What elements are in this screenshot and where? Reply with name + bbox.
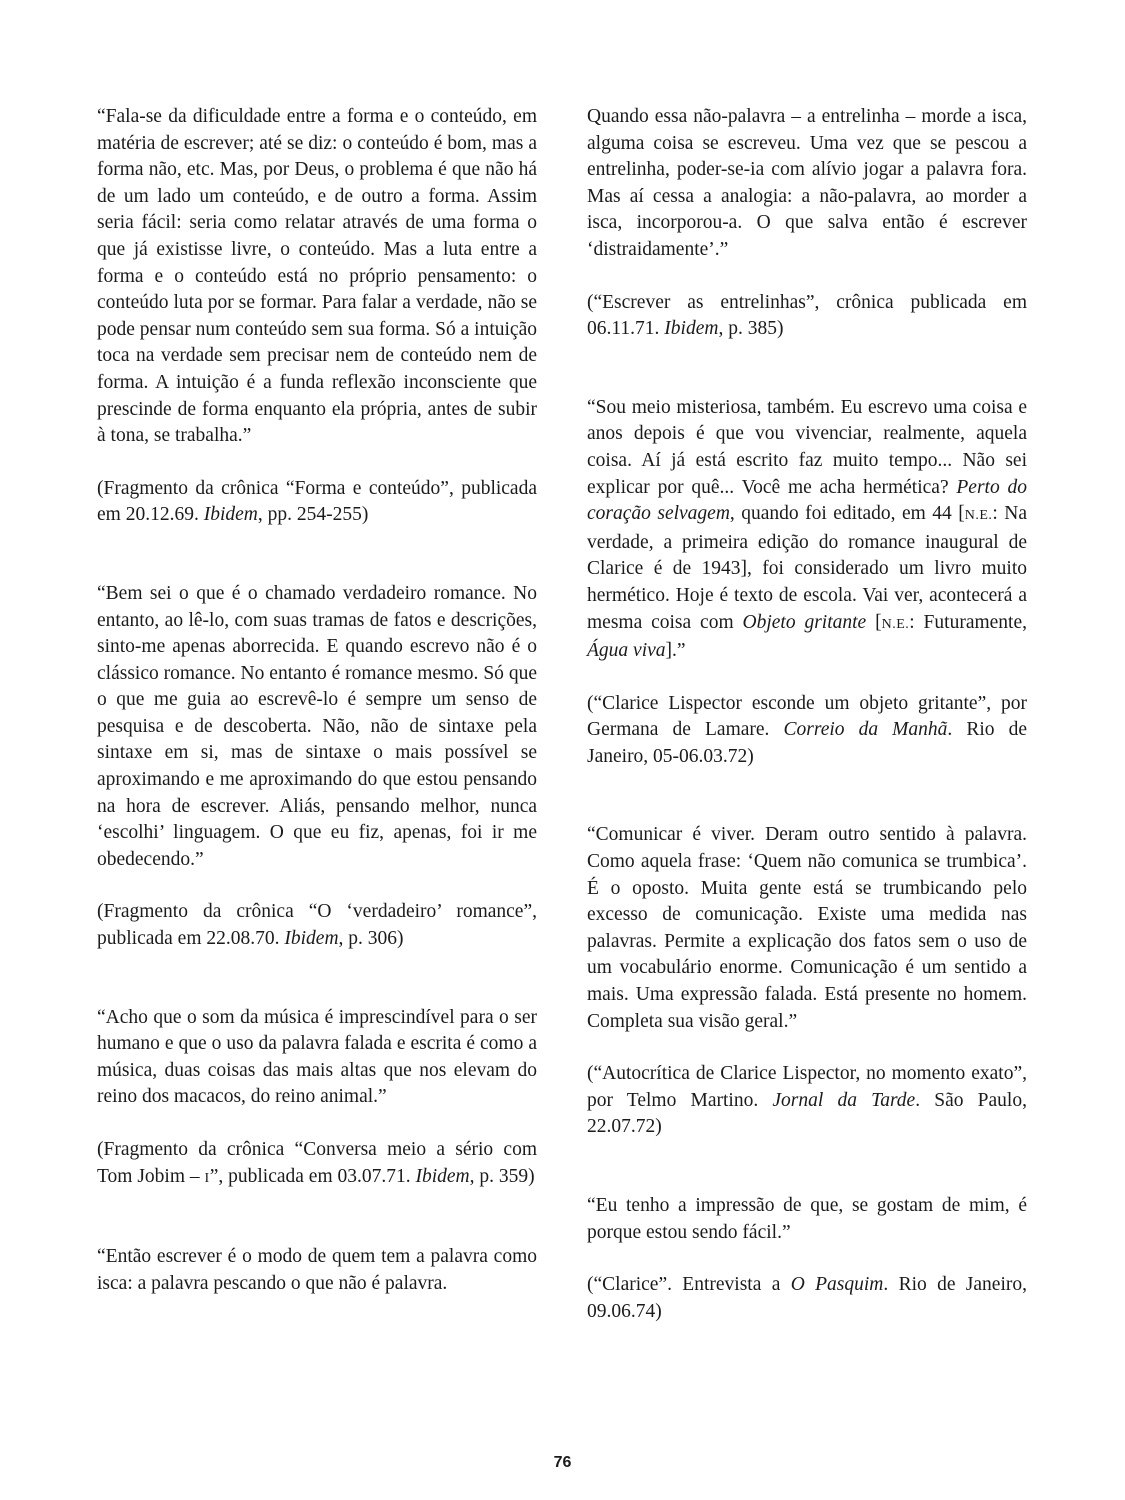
source-text: , p. 359) — [469, 1165, 535, 1187]
source-italic: O Pasquim — [790, 1274, 884, 1296]
source-italic: Ibidem — [664, 318, 719, 340]
quote-misteriosa — [587, 395, 1027, 665]
quote-text: : Na verdade, a primeira edição do romance inaugural de Clarice é de 1943], foi considerado um livro muito hermético. Hoje é texto de escola. Vai ver, acontecerá a mesma coisa com — [587, 503, 1028, 633]
quote-comunicar: “Comunicar é viver. Deram outro sentido à palavra. Como aquela frase: ‘Quem não comunica se trumbica’. É o oposto. Muita gente está se trumbicando pelo excesso de comunicação. Existe uma medida nas palavras. Permite a explicação dos fatos sem o uso de um vocabulário enorme. Comunicação é um sentido a mais. Uma expressão falada. Está presente no homem. Completa sua visão geral.” — [587, 824, 1027, 1032]
source-text: , p. 385) — [718, 318, 784, 340]
source-text: (“Clarice Lispector esconde um objeto gritante”, por Germana de Lamare. — [587, 692, 1027, 741]
quote-italic: Objeto gritante — [742, 611, 867, 633]
source-text: ”, publicada em 03.07.71. — [209, 1165, 416, 1187]
quote-escrever-isca: “Então escrever é o modo de quem tem a palavra como isca: a palavra pescando o que não é palavra. — [97, 1246, 537, 1294]
source-text: (“Clarice”. Entrevista a — [587, 1274, 791, 1296]
quote-smallcaps: N.E. — [881, 616, 910, 632]
source-forma-conteudo — [97, 476, 537, 529]
quote-escrever-isca-continued: Quando essa não-palavra – a entrelinha – morde a isca, alguma coisa se escreveu. Uma vez que se pescou a entrelinha, poder-se-ia com alívio jogar a palavra fora. Mas aí cessa a analogia: a não-palavra, ao morder a isca, incorporou-a. O que salva então é escrever ‘distraidamente’.” — [587, 106, 1027, 260]
source-italic: Ibidem — [415, 1165, 470, 1187]
quote-forma-conteudo: “Fala-se da dificuldade entre a forma e o conteúdo, em matéria de escrever; até se diz: o conteúdo é bom, mas a forma não, etc. Mas, por Deus, o problema é que não há de um lado um conteúdo, e de outro a forma. Assim seria fácil: seria como relatar através de uma forma o que já existisse livre, o conteúdo. Mas a luta entre a forma e o conteúdo está no próprio pensamento: o conteúdo luta por se formar. Para falar a verdade, não se pode pensar num conteúdo sem sua forma. Só a intuição toca na verdade sem precisar nem de conteúdo nem de forma. A intuição é a funda reflexão inconsciente que prescinde de forma enquanto ela própria, antes de subir à tona, se trabalha.” — [97, 106, 537, 447]
quote-text: [ — [866, 611, 882, 633]
source-text: , p. 306) — [338, 928, 404, 950]
source-text: (Fragmento da crônica “Forma e conteúdo”, publicada em 20.12.69. — [97, 477, 537, 526]
source-text: (Fragmento da crônica “Conversa meio a sério com Tom Jobim – — [97, 1139, 537, 1187]
quote-text: ].” — [665, 640, 686, 662]
quote-som-da-musica: “Acho que o som da música é imprescindível para o ser humano e que o uso da palavra falada e escrita é como a música, duas coisas das mais altas que nos elevam do reino dos macacos, do reino animal.” — [97, 1006, 537, 1108]
source-objeto-gritante — [587, 691, 1027, 771]
source-smallcaps: I — [204, 1170, 210, 1186]
source-text: , pp. 254-255) — [257, 504, 369, 526]
source-italic: Correio da Manhã — [783, 719, 948, 741]
page-number: 76 — [553, 1454, 572, 1471]
source-italic: Jornal da Tarde — [772, 1089, 916, 1111]
source-tom-jobim — [97, 1137, 537, 1192]
quote-text: “Sou meio misteriosa, também. Eu escrevo uma coisa e anos depois é que vou vivenciar, realmente, aquela coisa. Aí já está escrito faz muito tempo... Não sei explicar por quê... Você me acha hermética? — [587, 396, 1027, 498]
source-italic: Ibidem — [203, 504, 258, 526]
quote-italic: Água viva — [587, 640, 666, 662]
source-autocritica — [587, 1061, 1027, 1141]
quote-text: : Futuramente, — [909, 611, 1027, 633]
left-column — [97, 104, 537, 1297]
source-text: (“Autocrítica de Clarice Lispector, no momento exato”, por Telmo Martino. — [587, 1063, 1027, 1111]
source-text: . Rio de Janeiro, 05-06.03.72) — [587, 719, 1027, 767]
quote-text: , quando foi editado, em 44 [ — [729, 503, 965, 525]
source-text: (“Escrever as entrelinhas”, crônica publicada em 06.11.71. — [587, 291, 1027, 340]
source-verdadeiro-romance — [97, 899, 537, 952]
quote-verdadeiro-romance: “Bem sei o que é o chamado verdadeiro romance. No entanto, ao lê-lo, com suas tramas de fatos e descrições, sinto-me apenas aborrecida. E quando escrevo não é o clássico romance. No entanto é romance mesmo. Só que o que me guia ao escrevê-lo é sempre um senso de pesquisa e de descoberta. Não, não de sintaxe pela sintaxe em si, mas de sintaxe o mais possível se aproximando e me aproximando do que estou pensando na hora de escrever. Aliás, pensando melhor, nunca ‘escolhi’ linguagem. O que eu fiz, apenas, foi ir me obedecendo.” — [97, 582, 537, 870]
right-column — [587, 104, 1027, 1325]
quote-smallcaps: N.E. — [964, 508, 993, 524]
quote-italic: Perto do coração selvagem — [587, 476, 1027, 525]
source-text: . São Paulo, 22.07.72) — [587, 1089, 1027, 1138]
quote-facil: “Eu tenho a impressão de que, se gostam de mim, é porque estou sendo fácil.” — [587, 1195, 1027, 1243]
source-italic: Ibidem — [284, 928, 339, 950]
source-text: . Rio de Janeiro, 09.06.74) — [587, 1274, 1027, 1322]
source-pasquim — [587, 1272, 1027, 1325]
source-text: (Fragmento da crônica “O ‘verdadeiro’ romance”, publicada em 22.08.70. — [97, 901, 537, 950]
source-entrelinhas — [587, 290, 1027, 343]
